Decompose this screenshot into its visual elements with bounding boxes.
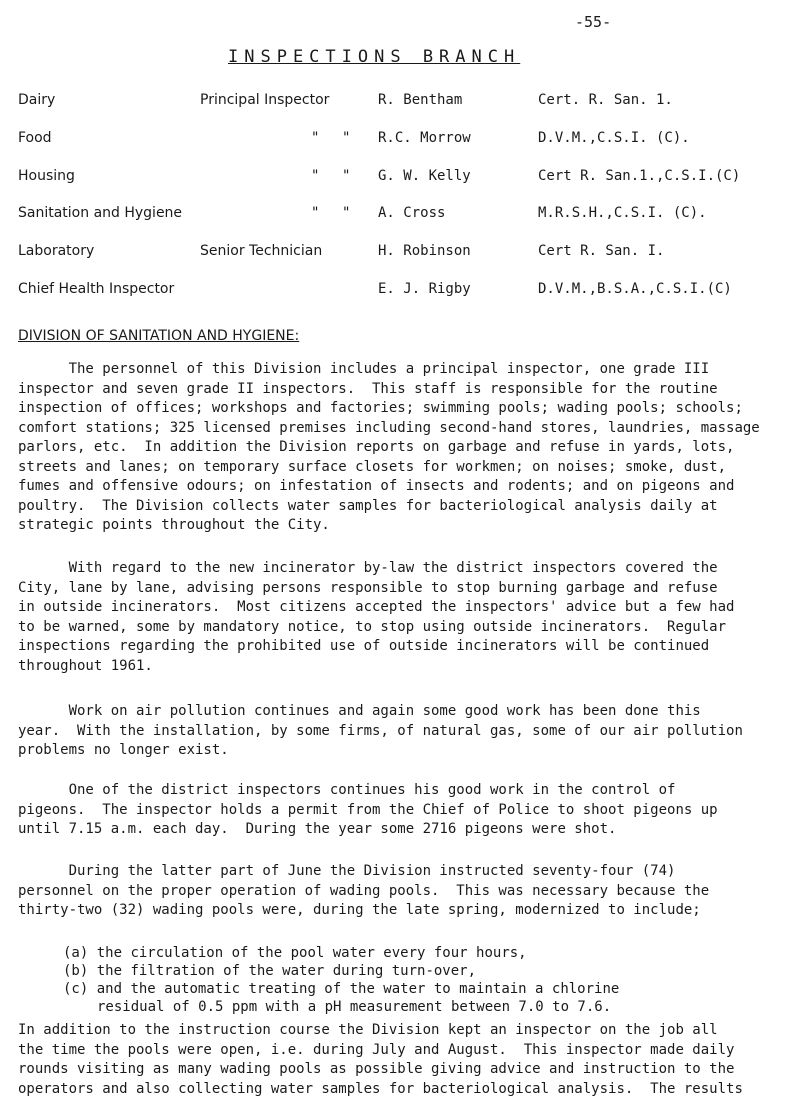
- ditto-mark: ": [343, 205, 350, 221]
- paragraph-pigeons: [18, 781, 788, 840]
- paragraph-line: inspections regarding the prohibited use of outside incinerators will be continued: [18, 638, 710, 654]
- staff-title: Senior Technician: [200, 243, 323, 259]
- staff-certification: D.V.M.,B.S.A.,C.S.I.(C): [538, 281, 732, 297]
- staff-row: [0, 130, 800, 154]
- paragraph-line: Work on air pollution continues and again some good work has been done this: [18, 703, 701, 719]
- paragraph-line: operators and also collecting water samples for bacteriological analysis. The results: [18, 1080, 743, 1097]
- staff-certification: D.V.M.,C.S.I. (C).: [538, 130, 690, 146]
- list-item-text: the filtration of the water during turn-over,: [96, 963, 477, 979]
- paragraph-line: thirty-two (32) wading pools were, during the late spring, modernized to include;: [18, 902, 701, 918]
- paragraph-air-pollution: [18, 702, 788, 761]
- staff-department: Food: [18, 130, 52, 146]
- branch-title: INSPECTIONS BRANCH: [228, 47, 521, 67]
- page-number: -55-: [575, 13, 612, 31]
- paragraph-line: One of the district inspectors continues his good work in the control of: [18, 782, 676, 798]
- staff-department: Sanitation and Hygiene: [18, 205, 183, 221]
- paragraph-line: comfort stations; 325 licensed premises including second-hand stores, laundries, massage: [18, 419, 760, 436]
- ditto-mark: ": [312, 168, 319, 184]
- staff-row: [0, 281, 800, 305]
- staff-name: H. Robinson: [378, 243, 471, 259]
- list-item-continuation: residual of 0.5 ppm with a pH measurement between 7.0 to 7.6.: [97, 999, 612, 1015]
- staff-name: A. Cross: [378, 205, 446, 221]
- staff-row: [0, 205, 800, 229]
- list-item: [63, 962, 619, 980]
- staff-title: Principal Inspector: [200, 92, 330, 108]
- staff-row: [0, 243, 800, 267]
- list-item-text: and the automatic treating of the water to maintain a chlorine: [96, 981, 620, 997]
- paragraph-line: streets and lanes; on temporary surface closets for workmen; on noises; smoke, dust,: [18, 458, 727, 475]
- paragraph-line: problems no longer exist.: [18, 742, 229, 758]
- staff-certification: M.R.S.H.,C.S.I. (C).: [538, 205, 707, 221]
- staff-certification: Cert R. San.1.,C.S.I.(C): [538, 168, 741, 184]
- list-item: [63, 980, 619, 998]
- staff-department: Laboratory: [18, 243, 95, 259]
- paragraph-line: year. With the installation, by some firms, of natural gas, some of our air pollution: [18, 722, 743, 739]
- paragraph-line: inspector and seven grade II inspectors. This staff is responsible for the routine: [18, 380, 718, 397]
- staff-certification: Cert R. San. I.: [538, 243, 665, 259]
- paragraph-line: parlors, etc. In addition the Division reports on garbage and refuse in yards, lots,: [18, 439, 735, 455]
- paragraph-line: strategic points throughout the City.: [18, 517, 330, 533]
- list-item-label: (a): [63, 945, 89, 961]
- ditto-mark: ": [312, 205, 319, 221]
- ditto-mark: ": [343, 168, 350, 184]
- paragraph-inspector-on-job: [18, 1021, 788, 1099]
- paragraph-line: The personnel of this Division includes a principal inspector, one grade III: [18, 361, 710, 377]
- ditto-mark: ": [312, 130, 319, 146]
- list-item-label: (c): [63, 981, 89, 997]
- paragraph-line: throughout 1961.: [18, 657, 153, 674]
- paragraph-personnel: [18, 360, 788, 536]
- paragraph-line: to be warned, some by mandatory notice, to stop using outside incinerators. Regular: [18, 618, 727, 635]
- paragraph-line: in outside incinerators. Most citizens accepted the inspectors' advice but a few had: [18, 599, 735, 615]
- paragraph-line: With regard to the new incinerator by-law the district inspectors covered the: [18, 560, 718, 576]
- paragraph-line: fumes and offensive odours; on infestation of insects and rodents; and on pigeons and: [18, 478, 735, 494]
- list-item-text: the circulation of the pool water every four hours,: [96, 945, 527, 961]
- staff-name: E. J. Rigby: [378, 281, 471, 297]
- staff-name: G. W. Kelly: [378, 168, 471, 184]
- staff-row: [0, 92, 800, 116]
- paragraph-line: pigeons. The inspector holds a permit from the Chief of Police to shoot pigeons up: [18, 801, 718, 818]
- paragraph-line: In addition to the instruction course the Division kept an inspector on the job all: [18, 1022, 718, 1038]
- paragraph-line: rounds visiting as many wading pools as possible giving advice and instruction to the: [18, 1061, 735, 1077]
- staff-department: Housing: [18, 168, 75, 184]
- staff-department: Chief Health Inspector: [18, 281, 175, 297]
- division-heading: DIVISION OF SANITATION AND HYGIENE:: [18, 328, 300, 344]
- paragraph-line: During the latter part of June the Division instructed seventy-four (74): [18, 863, 676, 879]
- paragraph-line: inspection of offices; workshops and factories; swimming pools; wading pools; schools;: [18, 400, 743, 416]
- staff-name: R. Bentham: [378, 92, 463, 108]
- staff-row: [0, 168, 800, 192]
- staff-department: Dairy: [18, 92, 56, 108]
- modernization-list: [63, 944, 619, 1016]
- paragraph-line: the time the pools were open, i.e. during July and August. This inspector made daily: [18, 1041, 735, 1058]
- paragraph-line: until 7.15 a.m. each day. During the year some 2716 pigeons were shot.: [18, 821, 617, 837]
- paragraph-incinerator: [18, 559, 788, 676]
- paragraph-line: City, lane by lane, advising persons responsible to stop burning garbage and refuse: [18, 579, 718, 596]
- staff-name: R.C. Morrow: [378, 130, 471, 146]
- staff-certification: Cert. R. San. 1.: [538, 92, 673, 108]
- list-item-label: (b): [63, 963, 89, 979]
- ditto-mark: ": [343, 130, 350, 146]
- list-item: [63, 944, 619, 962]
- paragraph-line: poultry. The Division collects water samples for bacteriological analysis daily at: [18, 497, 718, 514]
- paragraph-wading-pools: [18, 862, 788, 921]
- paragraph-line: personnel on the proper operation of wading pools. This was necessary because the: [18, 882, 710, 899]
